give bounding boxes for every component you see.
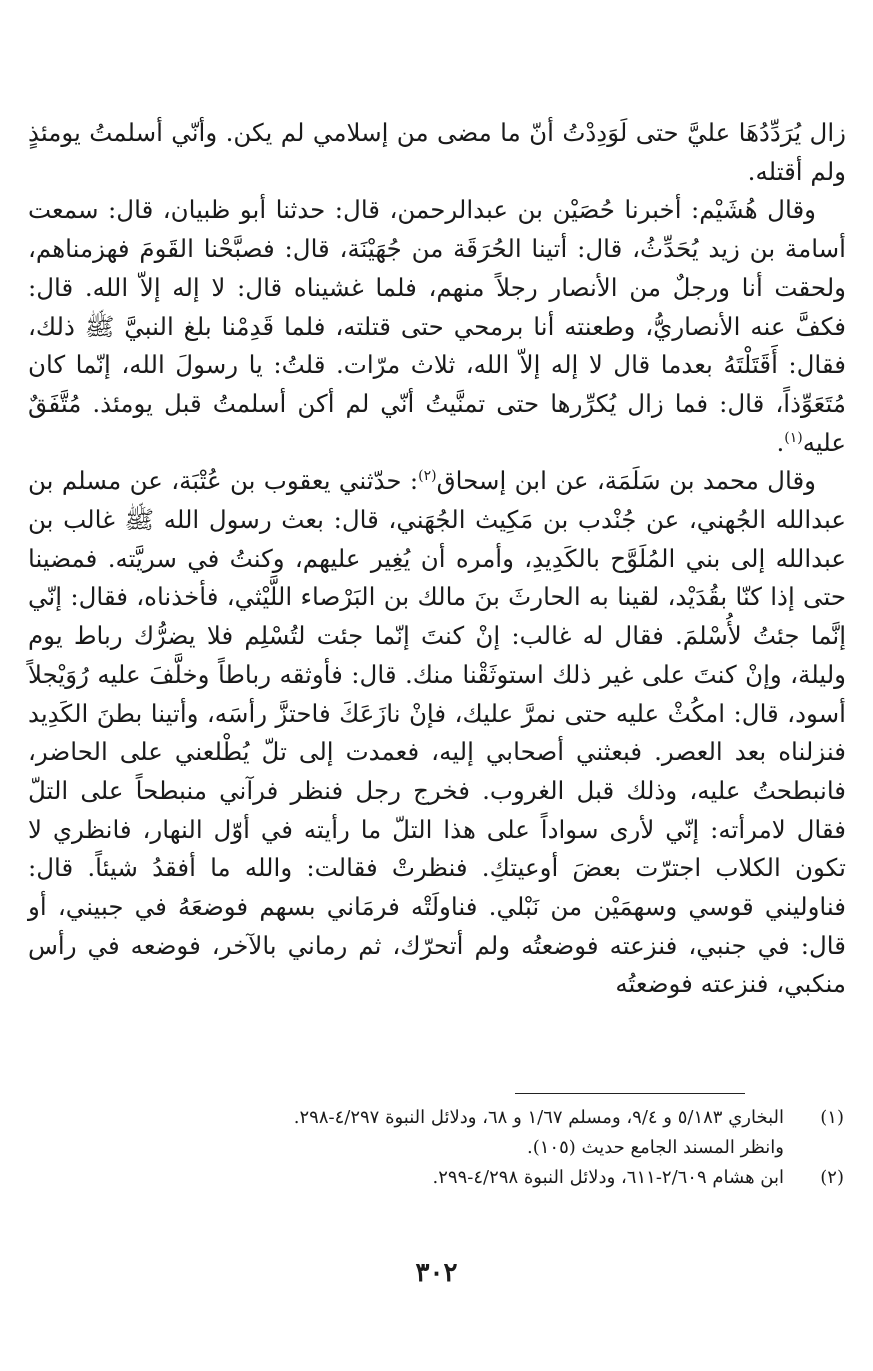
footnote-2-marker: (٢) <box>820 1167 844 1188</box>
footnote-2-line-1: ابن هشام ٢/٦٠٩-٦١١، ودلائل النبوة ٤/٢٩٨-٢٩٩. <box>432 1167 784 1188</box>
footnote-1 <box>28 1103 846 1163</box>
paragraph-muhammad-ibn-salama-narration: وقال محمد بن سَلَمَة، عن ابن إسحاق$^{(٢)}$: حدّثني يعقوب بن عُتْبَة، عن مسلم بن عبدالله الجُهني، عن جُنْدب بن مَكِيث الجُهَني، قال: بعث رسول الله ﷺ غالب بن عبدالله إلى بني المُلَوَّح بالكَدِيدِ، وأمره أن يُغِير عليهم، وكنتُ في سريَّته. فمضينا حتى إذا كنّا بقُدَيْد، لقينا به الحارثَ بنَ مالك بن البَرْصاء اللَّيْثي، فأخذناه، فقال: إنّي إنَّما جئتُ لأُسْلمَ. فقال له غالب: إنْ كنتَ إنّما جئت لتُسْلِم فلا يضرُّك رباط يوم وليلة، وإنْ كنتَ على غير ذلك استوثَقْنا منك. قال: فأوثقه رباطاً وخلَّفَ عليه رُوَيْجلاً أسود، قال: امكُثْ عليه حتى نمرَّ عليك، فإنْ نازَعَكَ فاحتزَّ رأسَه، وأتينا بطنَ الكَدِيد فنزلناه بعد العصر. فبعثني أصحابي إليه، فعمدت إلى تلّ يُطْلعني على الحاضر، فانبطحتُ عليه، وذلك قبل الغروب. فخرج رجل فنظر فرآني منبطحاً على التلّ فقال لامرأته: إنّي لأرى سواداً على هذا التلّ ما رأيته في أوّل النهار، فانظري لا تكون الكلاب اجترّت بعضَ أوعيتكِ. فنظرتْ فقالت: والله ما أفقدُ شيئاً. قال: فناوليني قوسي وسهمَيْن من نَبْلي. فناولَتْه فرمَاني بسهم فوضعَهُ في جبيني، أو قال: في جنبي، فنزعته فوضعتُه ولم أتحرّك، ثم رماني بالآخر، فوضعه في رأس منكبي، فنزعته فوضعتُه <box>28 466 846 999</box>
footnote-1-line-2: وانظر المسند الجامع حديث (١٠٥). <box>527 1137 784 1158</box>
footnotes <box>28 1103 846 1193</box>
paragraph-continuation: زال يُرَدِّدُهَا عليَّ حتى لَوَدِدْتُ أنّ ما مضى من إسلامي لم يكن. وأنّي أسلمتُ يومئذٍ ولم أقتله. <box>28 118 846 186</box>
main-text <box>28 114 846 1004</box>
footnote-ref-2: (٢) <box>418 468 437 485</box>
footnote-separator <box>515 1093 745 1094</box>
page-number: ٣٠٢ <box>415 1258 458 1288</box>
footnote-1-marker: (١) <box>820 1107 844 1128</box>
footnote-ref-1: (١) <box>784 429 803 446</box>
footnote-1-line-1: البخاري ٥/١٨٣ و ٩/٤، ومسلم ١/٦٧ و ٦٨، ودلائل النبوة ٤/٢٩٧-٢٩٨. <box>293 1107 784 1128</box>
paragraph-hushaym-narration: وقال هُشَيْم: أخبرنا حُصَيْن بن عبدالرحمن، قال: حدثنا أبو ظبيان، قال: سمعت أسامة بن زيد يُحَدِّثُ، قال: أتينا الحُرَقَة من جُهَيْنَة، قال: فصبَّحْنا القَومَ فهزمناهم، ولحقت أنا ورجلٌ من الأنصار رجلاً منهم، فلما غشيناه قال: لا إله إلاّ الله. قال: فكفَّ عنه الأنصاريُّ، وطعنته أنا برمحي حتى قتلته، فلما قَدِمْنا بلغ النبيَّ ﷺ ذلك، فقال: أَقَتَلْتَهُ بعدما قال لا إله إلاّ الله، ثلاث مرّات. قلتُ: يا رسولَ الله، إنّما كان مُتَعَوِّذاً، قال: فما زال يُكرِّرها حتى تمنَّيتُ أنّي لم أكن أسلمتُ قبل يومئذ. مُتَّفَقٌ عليه$^{(١)}$. <box>28 195 846 457</box>
footnote-2 <box>28 1163 846 1193</box>
